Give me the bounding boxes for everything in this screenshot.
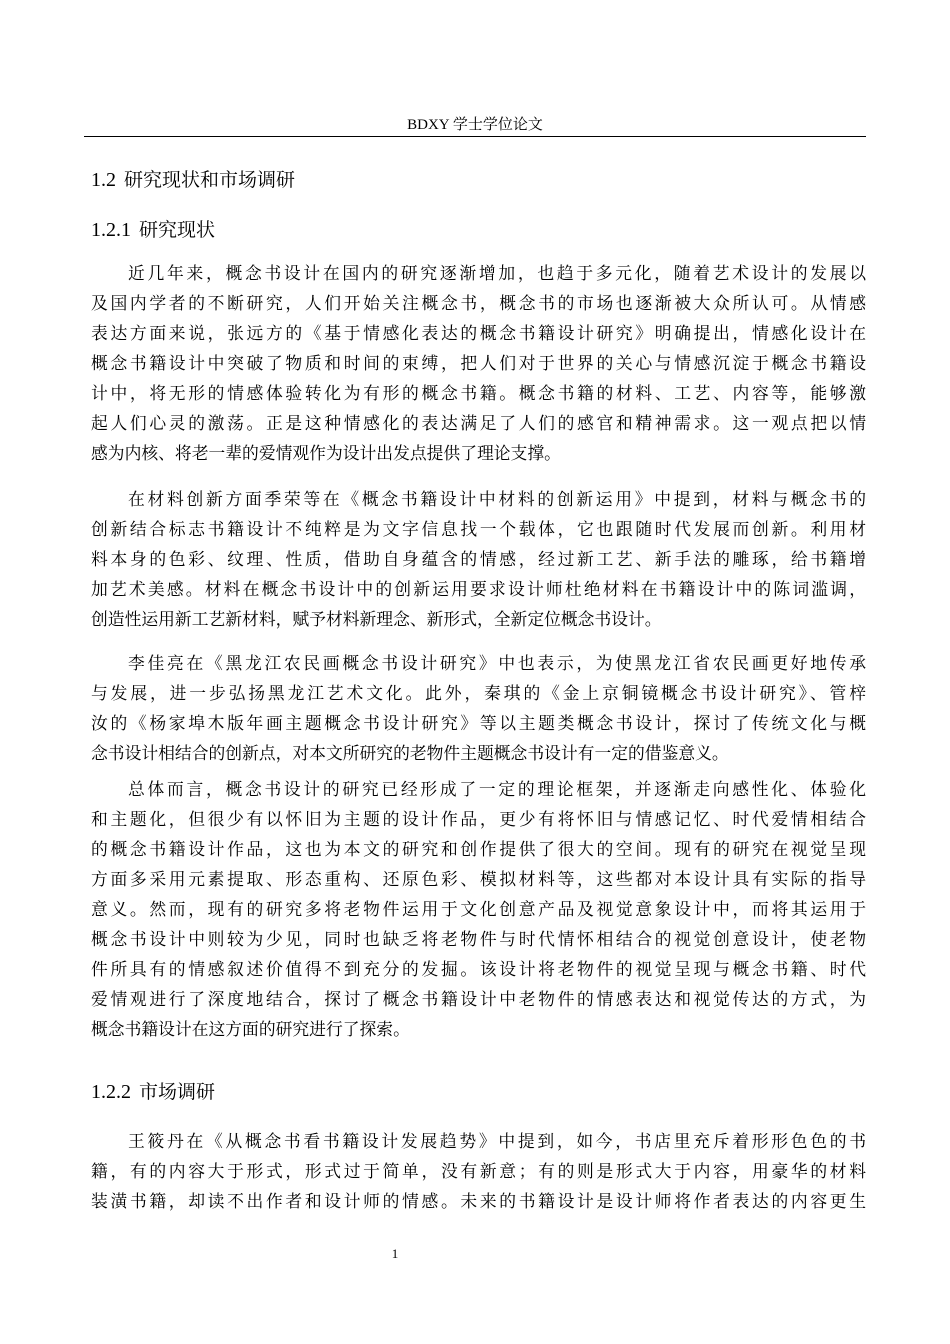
text-line: 创新结合标志书籍设计不纯粹是为文字信息找一个载体，它也跟随时代发展而创新。利用材 — [91, 519, 866, 539]
text-line: 概念书籍设计在这方面的研究进行了探索。 — [91, 1019, 410, 1039]
section-heading-1-2-1 — [91, 218, 215, 242]
text-line: 王筱丹在《从概念书看书籍设计发展趋势》中提到，如今，书店里充斥着形形色色的书 — [128, 1131, 866, 1151]
section-title: 市场调研 — [139, 1081, 216, 1103]
text-line: 加艺术美感。材料在概念书设计中的创新运用要求设计师杜绝材料在书籍设计中的陈词滥调， — [91, 579, 866, 599]
paragraph-market-research — [91, 1126, 866, 1216]
text-line: 念书设计相结合的创新点，对本文所研究的老物件主题概念书设计有一定的借鉴意义。 — [91, 743, 729, 763]
text-line: 表达方面来说，张远方的《基于情感化表达的概念书籍设计研究》明确提出，情感化设计在 — [91, 323, 866, 343]
header-title: BDXY 学士学位论文 — [407, 117, 543, 133]
text-line: 爱情观进行了深度地结合，探讨了概念书籍设计中老物件的情感表达和视觉传达的方式，为 — [91, 989, 866, 1009]
text-line: 料本身的色彩、纹理、性质，借助自身蕴含的情感，经过新工艺、新手法的雕琢，给书籍增 — [91, 549, 866, 569]
text-line: 近几年来，概念书设计在国内的研究逐渐增加，也趋于多元化，随着艺术设计的发展以 — [128, 263, 866, 283]
section-number: 1.2.2 — [91, 1081, 131, 1103]
text-line: 和主题化，但很少有以怀旧为主题的设计作品，更少有将怀旧与情感记忆、时代爱情相结合 — [91, 809, 866, 829]
page-number: 1 — [391, 1246, 399, 1261]
text-line: 装潢书籍，却读不出作者和设计师的情感。未来的书籍设计是设计师将作者表达的内容更生 — [91, 1191, 866, 1211]
text-line: 的概念书籍设计作品，这也为本文的研究和创作提供了很大的空间。现有的研究在视觉呈现 — [91, 839, 866, 859]
text-line: 概念书设计中则较为少见，同时也缺乏将老物件与时代情怀相结合的视觉创意设计，使老物 — [91, 929, 866, 949]
paragraph-summary — [91, 774, 866, 1044]
text-line: 及国内学者的不断研究，人们开始关注概念书，概念书的市场也逐渐被大众所认可。从情感 — [91, 293, 866, 313]
page-header — [84, 112, 866, 137]
text-line: 总体而言，概念书设计的研究已经形成了一定的理论框架，并逐渐走向感性化、体验化 — [128, 779, 866, 799]
text-line: 在材料创新方面季荣等在《概念书籍设计中材料的创新运用》中提到，材料与概念书的 — [128, 489, 866, 509]
paragraph-material-innovation — [91, 484, 866, 634]
text-line: 概念书籍设计中突破了物质和时间的束缚，把人们对于世界的关心与情感沉淀于概念书籍设 — [91, 353, 866, 373]
section-number: 1.2 — [91, 169, 116, 191]
text-line: 创造性运用新工艺新材料，赋予材料新理念、新形式，全新定位概念书设计。 — [91, 609, 662, 629]
section-title: 研究现状 — [139, 219, 216, 241]
text-line: 感为内核、将老一辈的爱情观作为设计出发点提供了理论支撑。 — [91, 443, 561, 463]
text-line: 意义。然而，现有的研究多将老物件运用于文化创意产品及视觉意象设计中，而将其运用于 — [91, 899, 866, 919]
section-heading-1-2 — [91, 168, 295, 192]
paragraph-research-overview — [91, 258, 866, 468]
text-line: 起人们心灵的激荡。正是这种情感化的表达满足了人们的感官和精神需求。这一观点把以情 — [91, 413, 866, 433]
text-line: 籍，有的内容大于形式，形式过于简单，没有新意；有的则是形式大于内容，用豪华的材料 — [91, 1161, 866, 1181]
paragraph-themed-books — [91, 648, 866, 768]
text-line: 李佳亮在《黑龙江农民画概念书设计研究》中也表示，为使黑龙江省农民画更好地传承 — [128, 653, 866, 673]
text-line: 与发展，进一步弘扬黑龙江艺术文化。此外，秦琪的《金上京铜镜概念书设计研究》、管梓 — [91, 683, 866, 703]
text-line: 件所具有的情感叙述价值得不到充分的发掘。该设计将老物件的视觉呈现与概念书籍、时代 — [91, 959, 866, 979]
section-title: 研究现状和市场调研 — [124, 169, 296, 191]
section-number: 1.2.1 — [91, 219, 131, 241]
section-heading-1-2-2 — [91, 1080, 215, 1104]
text-line: 方面多采用元素提取、形态重构、还原色彩、模拟材料等，这些都对本设计具有实际的指导 — [91, 869, 866, 889]
text-line: 汝的《杨家埠木版年画主题概念书设计研究》等以主题类概念书设计，探讨了传统文化与概 — [91, 713, 866, 733]
text-line: 计中，将无形的情感体验转化为有形的概念书籍。概念书籍的材料、工艺、内容等，能够激 — [91, 383, 866, 403]
